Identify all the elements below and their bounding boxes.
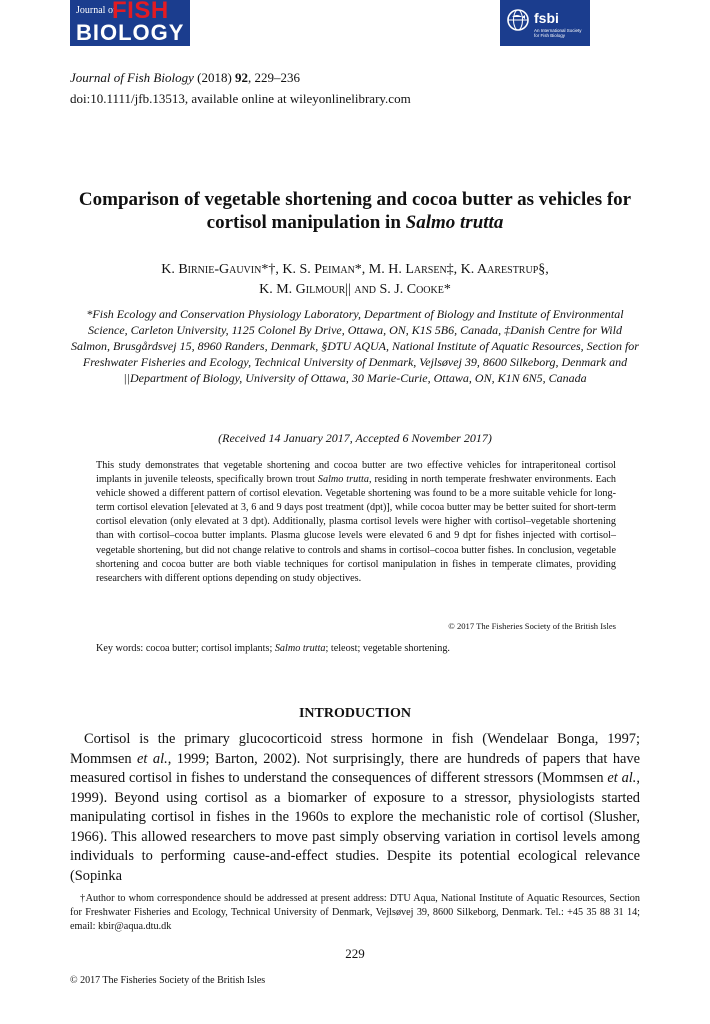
fsbi-name: fsbi <box>534 10 559 26</box>
intro-text-1: Cortisol is the primary glucocorticoid stress hormone in fish (Wendelaar Bonga, 1997; Mommsen <box>70 731 640 767</box>
keywords-part-1: cocoa butter; cortisol implants; <box>145 643 275 654</box>
abstract <box>96 459 616 586</box>
journal-citation <box>70 70 300 86</box>
logo-journal-of: Journal of <box>76 5 117 16</box>
abstract-copyright: © 2017 The Fisheries Society of the British Isles <box>448 621 616 631</box>
correspondence-footnote: †Author to whom correspondence should be addressed at present address: DTU Aqua, National Institute of Aquatic Resources, Section for Freshwater Fisheries and Ecology, Technical University of Denmark, Vejlsøvej 39, 8600 Silkeborg, Denmark. Tel.: +45 35 88 31 14; email: kbir@aqua.dtu.dk <box>70 893 640 932</box>
intro-text-2: , 1999; Barton, 2002). Not surprisingly, there are hundreds of papers that have measured cortisol in fishes to understand the consequences of different stressors (Mommsen <box>70 750 640 786</box>
author-list <box>60 260 650 300</box>
author-line-1: K. Birnie-Gauvin*†, K. S. Peiman*, M. H. Larsen‡, K. Aarestrup§, <box>161 262 549 277</box>
affiliations: *Fish Ecology and Conservation Physiology Laboratory, Department of Biology and Institute of Environmental Science, Carleton University, 1125 Colonel By Drive, Ottawa, ON, K1S 5B6, Canada, ‡Danish Centre for Wild Salmon, Brusgårdsvej 15, 8960 Randers, Denmark, §DTU AQUA, National Institute of Aquatic Resources, Section for Freshwater Fisheries and Ecology, Technical University of Denmark, Vejlsøvej 39, 8600 Silkeborg, Denmark and ||Department of Biology, University of Ottawa, 30 Marie-Curie, Ottawa, ON, K1N 6N5, Canada <box>71 307 639 385</box>
fsbi-tagline: An International Society for Fish Biology <box>534 28 582 38</box>
footer-copyright: © 2017 The Fisheries Society of the British Isles <box>70 975 266 986</box>
keywords-species: Salmo trutta <box>274 643 326 654</box>
keywords-part-2: ; teleost; vegetable shortening. <box>325 643 450 654</box>
abstract-part-2: , residing in north temperate freshwater environments. Each vehicle showed a different pattern of cortisol elevation. Vegetable shortening was found to be a more suitable vehicle for long-term cortisol elevation [elevated at 3, 6 and 9 days post treatment (dpt)], while cocoa butter may be better suited for short-term cortisol elevation (only elevated at 3 dpt). Additionally, plasma cortisol levels were higher with cortisol–vegetable shortening than with cortisol–cocoa butter implants. Plasma glucose levels were elevated 6 and 9 dpt for fishes injected with cortisol–vegetable shortening, but did not change relative to controls and shams in cortisol–cocoa butter fishes. In conclusion, vegetable shortening and cocoa butter are both viable techniques for cortisol manipulation in fishes in temperate climates, providing researchers with different options depending on study objectives. <box>96 474 616 584</box>
introduction-paragraph <box>70 730 640 886</box>
logo-biology: BIOLOGY <box>76 20 185 45</box>
received-dates: (Received 14 January 2017, Accepted 6 November 2017) <box>218 431 492 445</box>
abstract-part-1: This study demonstrates that vegetable shortening and cocoa butter are two effective vehicles for intraperitoneal cortisol implants in juvenile teleosts, specifically brown trout <box>96 460 616 486</box>
title-text: Comparison of vegetable shortening and cocoa butter as vehicles for cortisol manipulation in <box>78 189 632 233</box>
fsbi-logo <box>500 0 590 46</box>
paper-title <box>60 188 650 234</box>
keywords <box>96 643 616 654</box>
section-heading-introduction: INTRODUCTION <box>298 706 411 721</box>
title-species: Salmo trutta <box>405 212 504 233</box>
journal-name: Journal of Fish Biology <box>70 70 194 85</box>
doi-line: doi:10.1111/jfb.13513, available online at wileyonlinelibrary.com <box>70 91 411 106</box>
intro-text-3: , 1999). Beyond using cortisol as a biomarker of exposure to a stressor, physiologists started manipulating cortisol in fishes in the 1960s to explore the mechanistic role of cortisol (Slusher, 1966). This allowed researchers to move past simply observing variation in cortisol levels among individuals to performing cause-and-effect studies. Despite its potential ecological relevance (Sopinka <box>70 770 640 884</box>
page-number: 229 <box>345 946 365 961</box>
intro-etal-2: et al. <box>607 770 637 786</box>
journal-logo <box>70 0 190 46</box>
logo-fish: FISH <box>112 0 169 24</box>
citation-pages: , 229–236 <box>248 70 301 85</box>
keywords-label: Key words: <box>96 643 146 654</box>
citation-volume: 92 <box>235 70 249 85</box>
author-line-2: K. M. Gilmour|| and S. J. Cooke* <box>259 282 451 297</box>
abstract-species: Salmo trutta <box>317 474 369 486</box>
citation-year: (2018) <box>193 70 236 85</box>
intro-etal-1: et al. <box>137 750 168 767</box>
globe-fish-icon <box>506 8 530 32</box>
